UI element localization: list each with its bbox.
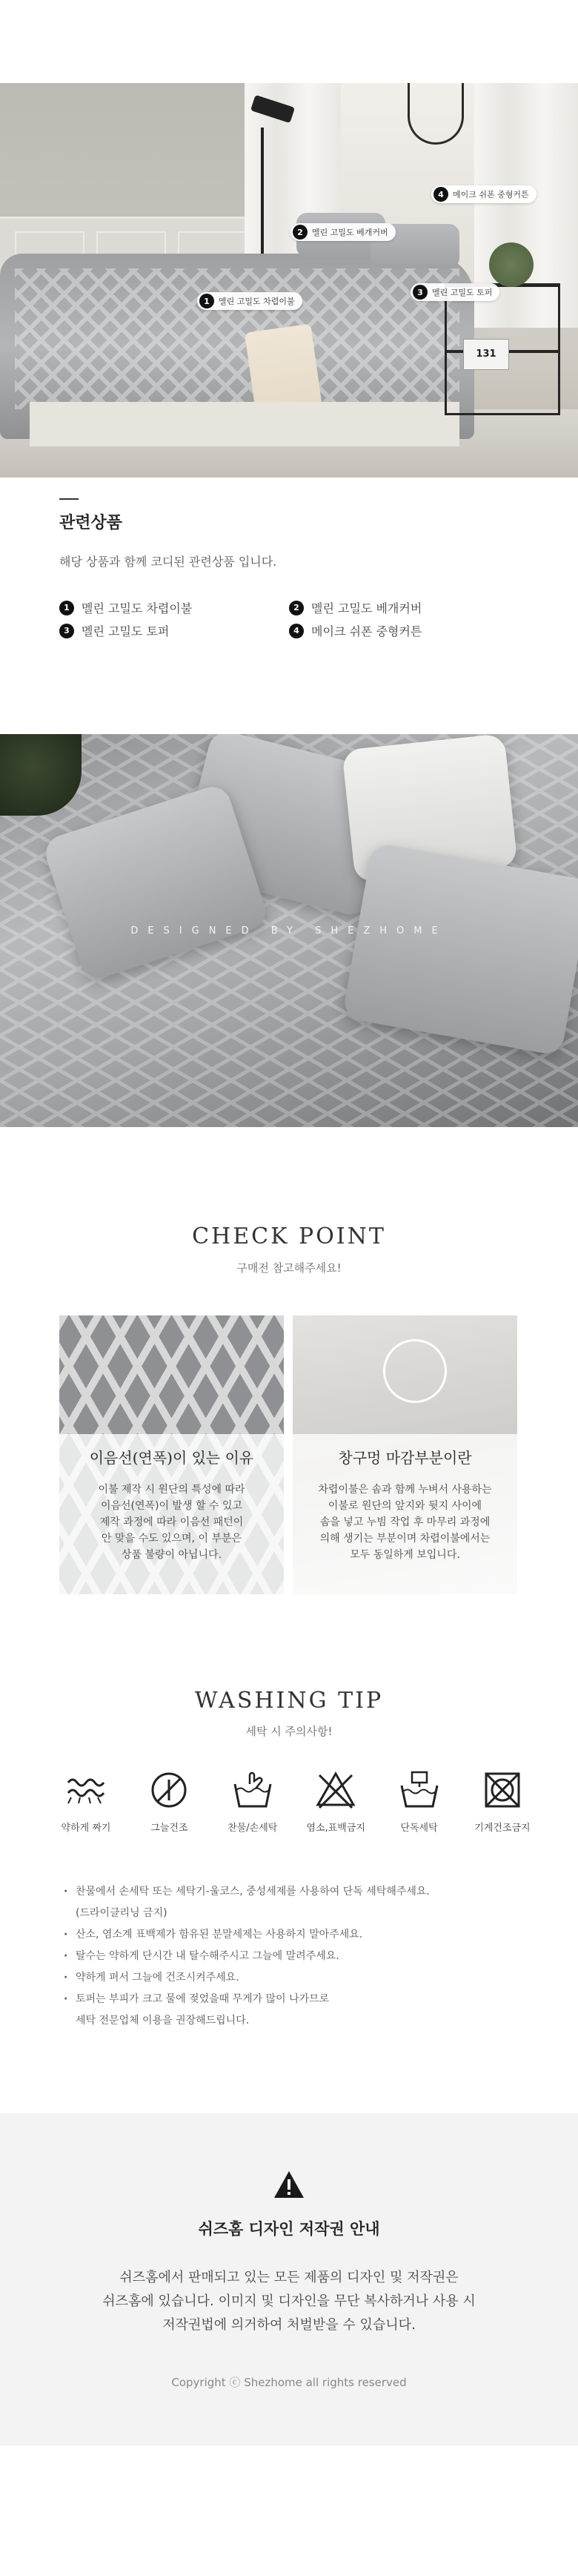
- related-products: [59, 498, 519, 639]
- check-point-title: CHECK POINT: [192, 1223, 386, 1249]
- related-item-2[interactable]: 2 멜린 고밀도 베개커버: [289, 599, 519, 616]
- washing-note: · 산소, 염소계 표백제가 함유된 분말세제는 사용하지 말아주세요.: [64, 1924, 523, 1946]
- washing-notes: [64, 1881, 523, 2032]
- washing-item: 단독세탁: [387, 1768, 452, 1834]
- washing-tip-subtitle: 세탁 시 주의사항!: [245, 1725, 333, 1738]
- hotspot-tag-1[interactable]: 1 멜린 고밀도 차렵이불: [197, 292, 302, 310]
- copyright-body: 쉬즈홈에서 판매되고 있는 모든 제품의 디자인 및 저작권은 쉬즈홈에 있습니다. 이미지 및 디자인을 무단 복사하거나 사용 시 저작권법에 의거하여 처벌받을 수 있습니다.: [102, 2270, 476, 2333]
- washing-note-continued: (드라이클리닝 금지): [76, 1907, 167, 1919]
- desk-calendar: 131: [463, 339, 509, 370]
- highlight-circle: [383, 1339, 447, 1403]
- single-wash-icon: [397, 1768, 442, 1812]
- related-item-3[interactable]: 3 멜린 고밀도 토퍼: [59, 622, 289, 639]
- warning-icon: [273, 2170, 305, 2199]
- related-description: 해당 상품과 함께 코디된 관련상품 입니다.: [59, 555, 277, 569]
- shade-dry-icon: [147, 1768, 191, 1812]
- hand-wash-icon: [230, 1768, 275, 1812]
- related-item-1[interactable]: 1 멜린 고밀도 차렵이불: [59, 599, 289, 616]
- washing-item: 그늘건조: [136, 1768, 202, 1834]
- washing-item: 찬물/손세탁: [220, 1768, 285, 1834]
- copyright-notice: [0, 2113, 578, 2445]
- no-dryer-icon: [480, 1768, 525, 1812]
- related-list: [59, 599, 519, 639]
- check-card-title: 창구멍 마감부분이란: [338, 1449, 472, 1467]
- bedding-closeup-photo: [0, 734, 578, 1127]
- check-card-text: 차렵이불은 솜과 함께 누벼서 사용하는 이불로 원단의 앞지와 뒷지 사이에 솜을 넣고 누빔 작업 후 마무리 과정에 의해 생기는 부분이며 차렵이불에서는 모두 동일하게 보입니다.: [318, 1484, 492, 1561]
- check-card-text: 이불 제작 시 원단의 특성에 따라 이음선(연폭)이 발생 할 수 있고 제작 과정에 따라 이음선 패턴이 안 맞을 수도 있으며, 이 부분은 상품 불량이 아닙니다.: [98, 1484, 245, 1561]
- wring-icon: [64, 1768, 108, 1812]
- title-bar: [59, 498, 79, 500]
- washing-note: · 탈수는 약하게 단시간 내 탈수해주시고 그늘에 말려주세요.: [64, 1946, 523, 1967]
- washing-item: 약하게 짜기: [53, 1768, 119, 1834]
- related-item-4[interactable]: 4 메이크 쉬폰 중형커튼: [289, 622, 519, 639]
- check-card-seam: [59, 1315, 284, 1594]
- copyright-title: 쉬즈홈 디자인 저작권 안내: [198, 2220, 380, 2238]
- check-card-title: 이음선(연폭)이 있는 이유: [89, 1449, 254, 1467]
- hotspot-tag-4[interactable]: 4 메이크 쉬폰 중형커튼: [431, 185, 537, 203]
- brand-watermark: DESIGNED BY SHEZHOME: [130, 925, 448, 937]
- washing-item: 염소,표백금지: [303, 1768, 368, 1834]
- washing-tip-title: WASHING TIP: [194, 1688, 384, 1714]
- related-title: 관련상품: [59, 514, 123, 532]
- check-point-subtitle: 구매전 참고해주세요!: [236, 1261, 342, 1275]
- hotspot-tag-3[interactable]: 3 멜린 고밀도 토퍼: [411, 283, 499, 301]
- wall-mirror: [408, 83, 464, 145]
- washing-note: · 약하게 펴서 그늘에 건조시켜주세요.: [64, 1967, 523, 1989]
- room-photo: [0, 83, 578, 478]
- washing-item: 기계건조금지: [470, 1768, 535, 1834]
- copyright-rights: Copyright ⓒ Shezhome all rights reserved: [171, 2376, 407, 2389]
- washing-note: · 찬물에서 손세탁 또는 세탁기-울코스, 중성세제를 사용하여 단독 세탁해주세요.: [64, 1881, 523, 1903]
- hotspot-tag-2[interactable]: 2 멜린 고밀도 베개커버: [290, 223, 396, 241]
- washing-note: · 토퍼는 부피가 크고 물에 젖었을때 무게가 많이 나가므로: [64, 1989, 523, 2010]
- washing-icons: [53, 1768, 535, 1834]
- plant: [489, 242, 534, 287]
- no-bleach-icon: [313, 1768, 358, 1812]
- washing-note-continued: 세탁 전문업체 이용을 권장해드립니다.: [76, 2015, 250, 2027]
- check-card-opening: [293, 1315, 517, 1594]
